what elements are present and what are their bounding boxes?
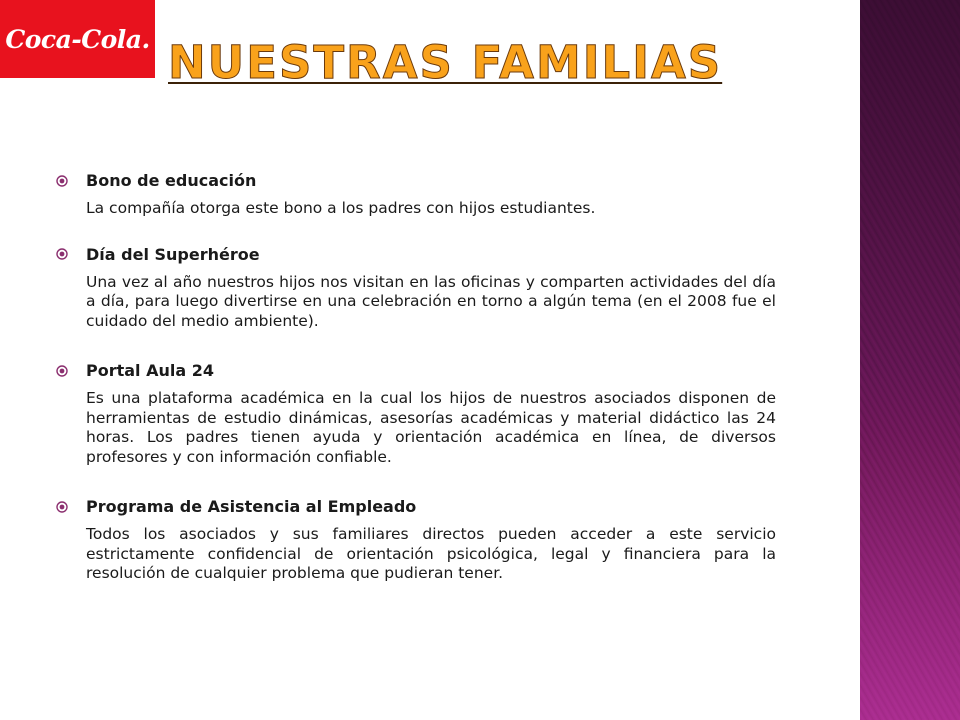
- list-item-header: [56, 171, 816, 190]
- target-bullet-icon: [56, 365, 68, 377]
- list-item-header: [56, 245, 816, 264]
- list-item-body: Una vez al año nuestros hijos nos visitan en las oficinas y comparten actividades del día a día, para luego divertirse en una celebración en torno a algún tema (en el 2008 fue el cuidado del medio ambiente).: [86, 272, 776, 330]
- list-item-title: Bono de educación: [86, 171, 257, 190]
- list-item-header: [56, 361, 816, 380]
- list-item-body: Todos los asociados y sus familiares directos pueden acceder a este servicio estrictamente confidencial de orientación psicológica, legal y financiera para la resolución de cualquier problema que pudieran tener.: [86, 525, 776, 582]
- list-item: [56, 497, 816, 584]
- list-item-header: [56, 497, 816, 516]
- list-item-body: Es una plataforma académica en la cual los hijos de nuestros asociados disponen de herramientas de estudio dinámicas, asesorías académicas y material didáctico las 24 horas. Los padres tienen ayuda y orientación académica en línea, de diversos profesores y con información confiable.: [86, 389, 776, 466]
- list-item: [56, 245, 816, 332]
- list-item: [56, 361, 816, 467]
- list-item-title: Día del Superhéroe: [86, 244, 260, 264]
- target-bullet-icon: [56, 501, 68, 513]
- logo-text: Coca-Cola.: [5, 24, 150, 54]
- coca-cola-logo: [0, 0, 155, 78]
- benefits-list: [56, 171, 816, 584]
- list-item-title: Programa de Asistencia al Empleado: [86, 497, 417, 516]
- slide-title: NUESTRAS FAMILIAS: [168, 36, 723, 89]
- target-bullet-icon: [56, 175, 68, 187]
- target-bullet-icon: [56, 248, 68, 260]
- list-item: [56, 171, 816, 219]
- list-item-body: La compañía otorga este bono a los padres con hijos estudiantes.: [86, 199, 596, 217]
- sidebar-texture: [860, 0, 960, 720]
- list-item-title: Portal Aula 24: [86, 361, 214, 380]
- decorative-sidebar: [860, 0, 960, 720]
